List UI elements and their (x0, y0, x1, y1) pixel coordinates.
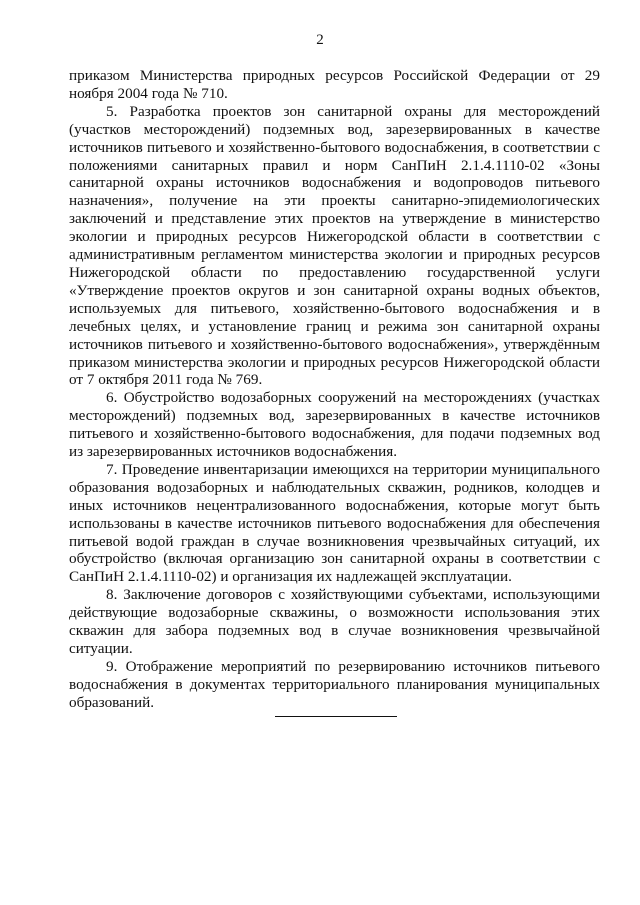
paragraph-item-8: 8. Заключение договоров с хозяйствующими субъектами, использующими действующие водозаборные скважины, о возможности использования этих скважин для забора подземных вод в случае возникновения чрезвычайной ситуации. (69, 586, 600, 657)
paragraph-item-6: 6. Обустройство водозаборных сооружений на месторождениях (участках месторождений) подземных вод, зарезервированных в качестве источников питьевого и хозяйственно-бытового водоснабжения, для подачи подземных вод из зарезервированных источников водоснабжения. (69, 389, 600, 461)
end-of-document-rule (275, 716, 397, 717)
paragraph-item-9: 9. Отображение мероприятий по резервированию источников питьевого водоснабжения в документах территориального планирования муниципальных образований. (69, 657, 600, 711)
paragraph-continuation: приказом Министерства природных ресурсов Российской Федерации от 29 ноября 2004 года № 710. (69, 67, 600, 102)
paragraph-item-5: 5. Разработка проектов зон санитарной охраны для месторождений (участков месторождений) подземных вод, зарезервированных в качестве источников питьевого и хозяйственно-бытового водоснабжения, в соответствии с положениями санитарных правил и норм СанПиН 2.1.4.1110-02 «Зоны санитарной охраны источников водоснабжения и водопроводов питьевого назначения», получение на эти проекты санитарно-эпидемиологических заключений и представление этих проектов на утверждение в министерство экологии и природных ресурсов Нижегородской области в соответствии с административным регламентом министерства экологии и природных ресурсов Нижегородской области по предоставлению государственной услуги «Утверждение проектов округов и зон санитарной охраны водных объектов, используемых для питьевого, хозяйственно-бытового водоснабжения и в лечебных целях, и установление границ и режима зон санитарной охраны источников питьевого и хозяйственно-бытового водоснабжения», утверждённым приказом министерства экологии и природных ресурсов Нижегородской области от 7 октября 2011 года № 769. (69, 102, 600, 389)
page-number: 2 (316, 32, 324, 48)
paragraph-item-7: 7. Проведение инвентаризации имеющихся на территории муниципального образования водозаборных и наблюдательных скважин, родников, колодцев и иных источников нецентрализованного водоснабжения, которые могут быть использованы в качестве источников питьевого водоснабжения для обеспечения питьевой водой граждан в случае возникновения чрезвычайных ситуаций, их обустройство (включая организацию зон санитарной охраны в соответствии с СанПиН 2.1.4.1110-02) и организация их надлежащей эксплуатации. (69, 460, 600, 586)
document-body (69, 67, 600, 712)
